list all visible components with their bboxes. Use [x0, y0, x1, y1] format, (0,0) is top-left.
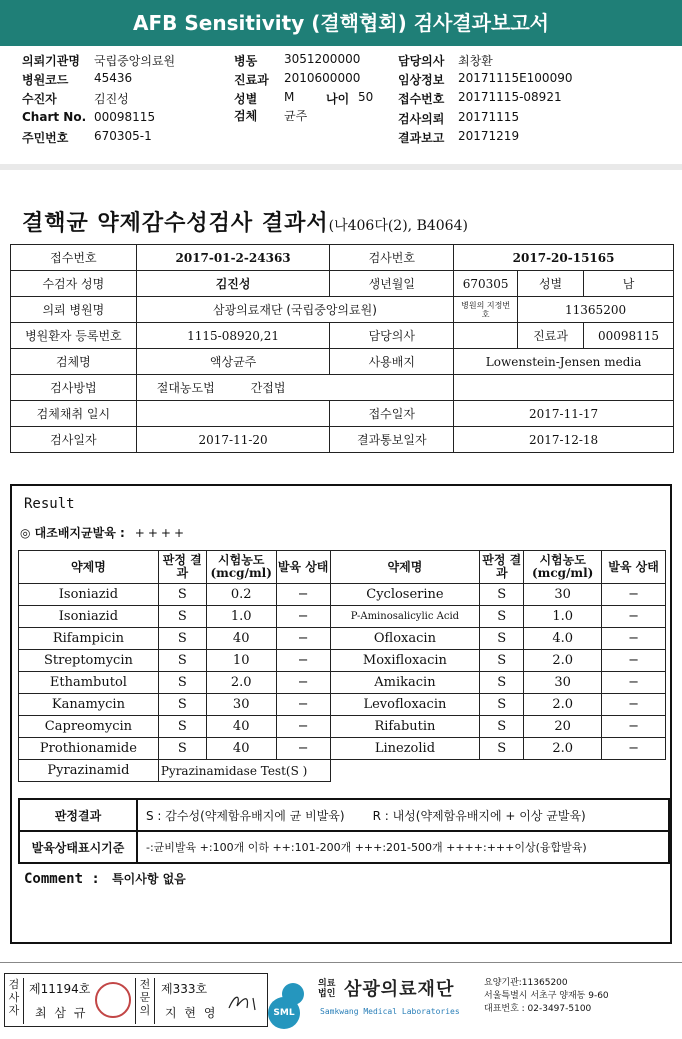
left-drug-name: Streptomycin — [19, 650, 159, 672]
test-method — [136, 375, 453, 401]
right-concentration: 30 — [524, 672, 602, 694]
hospital-code: 11365200 — [518, 297, 674, 323]
signature — [225, 990, 263, 1016]
org-english-name: Samkwang Medical Laboratories — [320, 1007, 460, 1016]
header-value: 00098115 — [94, 110, 156, 124]
header-label: 접수번호 — [398, 92, 445, 106]
info-label: 의뢰 병원명 — [11, 297, 137, 323]
tester-label: 검사자 — [5, 978, 24, 1024]
left-concentration: 40 — [206, 716, 276, 738]
right-drug-name: Ofloxacin — [330, 628, 480, 650]
header-value: 김진성 — [94, 92, 129, 106]
info-label: 검사방법 — [11, 375, 137, 401]
header-row — [22, 52, 672, 70]
right-result: S — [480, 606, 524, 628]
header-value: 20171115-08921 — [458, 90, 562, 104]
judge-resistant: R : 내성(약제함유배지에 + 이상 균발육) — [372, 808, 586, 823]
left-concentration: 10 — [206, 650, 276, 672]
right-growth: − — [602, 628, 666, 650]
department-code: 00098115 — [584, 323, 674, 349]
header-label: 의뢰기관명 — [22, 54, 80, 68]
specimen-name: 액상균주 — [136, 349, 330, 375]
header-label: 담당의사 — [398, 54, 445, 68]
left-result: S — [158, 738, 206, 760]
column-header: 발육 상태 — [276, 551, 330, 584]
left-concentration: 1.0 — [206, 606, 276, 628]
header-row — [22, 129, 672, 147]
header-label: 주민번호 — [22, 131, 69, 145]
pza-test: Pyrazinamidase Test(S ) — [158, 760, 330, 782]
right-growth: − — [602, 738, 666, 760]
result-title: Result — [24, 496, 75, 512]
left-concentration: 40 — [206, 628, 276, 650]
drug-row — [19, 738, 666, 760]
comment-label: Comment : — [24, 871, 100, 887]
right-concentration: 20 — [524, 716, 602, 738]
right-result: S — [480, 628, 524, 650]
age-value: 50 — [358, 90, 374, 104]
expert-license: 제333호 — [161, 982, 208, 996]
left-growth: − — [276, 738, 330, 760]
left-drug-name: Ethambutol — [19, 672, 159, 694]
right-concentration: 2.0 — [524, 694, 602, 716]
growth-criteria: -:균비발육 +:100개 이하 ++:101-200개 +++:201-500개 ++++:+++이상(융합발육) — [137, 831, 669, 863]
right-growth: − — [602, 606, 666, 628]
right-drug-name: Moxifloxacin — [330, 650, 480, 672]
culture-medium: Lowenstein-Jensen media — [454, 349, 674, 375]
org-address — [484, 977, 609, 1016]
report-title — [22, 206, 468, 237]
org-street: 서울특별시 서초구 양재동 9-60 — [484, 991, 609, 1001]
control-culture-value: ++++ — [134, 526, 187, 540]
left-result: S — [158, 606, 206, 628]
header-label: 결과보고 — [398, 131, 445, 145]
header-label: 병원코드 — [22, 73, 69, 87]
info-label: 진료과 — [518, 323, 584, 349]
header-value: M — [284, 90, 295, 104]
left-drug-name: Prothionamide — [19, 738, 159, 760]
divider — [0, 164, 682, 170]
org-name: 삼광의료재단 — [344, 979, 455, 1000]
left-concentration: 0.2 — [206, 584, 276, 606]
info-label: 검사일자 — [11, 427, 137, 453]
right-concentration: 2.0 — [524, 738, 602, 760]
left-result: S — [158, 694, 206, 716]
header-value: 균주 — [284, 109, 308, 123]
test-date: 2017-11-20 — [136, 427, 330, 453]
report-banner: AFB Sensitivity (결핵협회) 검사결과보고서 — [0, 0, 682, 46]
judge-susceptible: S : 감수성(약제함유배지에 균 비발육) — [146, 808, 345, 823]
left-growth: − — [276, 694, 330, 716]
info-label: 접수번호 — [11, 245, 137, 271]
control-culture-label: ◎ 대조배지균발육 : — [20, 526, 125, 540]
right-concentration: 30 — [524, 584, 602, 606]
left-concentration: 30 — [206, 694, 276, 716]
org-code: 요양기관:11365200 — [484, 978, 568, 988]
doctor-name — [454, 323, 518, 349]
expert-label: 전문의 — [135, 978, 155, 1024]
header-row — [22, 90, 672, 108]
report-date: 2017-12-18 — [454, 427, 674, 453]
left-result: S — [158, 672, 206, 694]
drug-row — [19, 694, 666, 716]
column-header: 판정 결과 — [480, 551, 524, 584]
header-label: 검사의뢰 — [398, 112, 445, 126]
right-drug-name: Amikacin — [330, 672, 480, 694]
info-label: 결과통보일자 — [330, 427, 454, 453]
right-concentration: 4.0 — [524, 628, 602, 650]
left-drug-name: Isoniazid — [19, 606, 159, 628]
header-value: 최창환 — [458, 54, 493, 68]
column-header: 약제명 — [19, 551, 159, 584]
info-label: 검체명 — [11, 349, 137, 375]
left-concentration: 2.0 — [206, 672, 276, 694]
received-date: 2017-11-17 — [454, 401, 674, 427]
result-section — [10, 484, 672, 944]
right-result: S — [480, 672, 524, 694]
info-label: 생년월일 — [330, 271, 454, 297]
header-value: 45436 — [94, 71, 133, 85]
left-growth: − — [276, 672, 330, 694]
header-row — [22, 110, 672, 128]
patient-sex: 남 — [584, 271, 674, 297]
receipt-number: 2017-01-2-24363 — [136, 245, 330, 271]
right-concentration: 1.0 — [524, 606, 602, 628]
report-title-suffix: (나406다(2), B4064) — [328, 218, 468, 234]
header-label: 임상정보 — [398, 73, 445, 87]
registration-number: 1115-08920,21 — [136, 323, 330, 349]
right-growth: − — [602, 672, 666, 694]
info-label: 병원의 지정번호 — [454, 297, 518, 323]
header-label: Chart No. — [22, 110, 87, 124]
header-value: 3051200000 — [284, 52, 361, 66]
method-absolute: 절대농도법 — [156, 381, 215, 395]
right-drug-name: Levofloxacin — [330, 694, 480, 716]
header-value: 670305-1 — [94, 129, 152, 143]
left-growth: − — [276, 606, 330, 628]
tester-license: 제11194호 — [29, 982, 91, 996]
empty-cell — [330, 760, 665, 782]
patient-name: 김진성 — [136, 271, 330, 297]
header-value: 국립중앙의료원 — [94, 54, 176, 68]
header-value: 20171115E100090 — [458, 71, 573, 85]
comment — [24, 870, 186, 887]
left-growth: − — [276, 716, 330, 738]
info-label: 검체채취 일시 — [11, 401, 137, 427]
right-drug-name: Rifabutin — [330, 716, 480, 738]
tester-name: 최 삼 규 — [35, 1006, 88, 1020]
right-drug-name: Linezolid — [330, 738, 480, 760]
tester-signature-box — [4, 973, 268, 1027]
info-label: 담당의사 — [330, 323, 454, 349]
column-header: 발육 상태 — [602, 551, 666, 584]
org-type: 의료 법인 — [318, 979, 336, 999]
logo-icon: SML — [268, 997, 300, 1029]
right-concentration: 2.0 — [524, 650, 602, 672]
header-value: 20171219 — [458, 129, 520, 143]
left-concentration: 40 — [206, 738, 276, 760]
info-label: 사용배지 — [330, 349, 454, 375]
header-label: 검체 — [234, 109, 258, 123]
drug-row — [19, 650, 666, 672]
report-title-text: 결핵균 약제감수성검사 결과서 — [22, 210, 329, 236]
left-result: S — [158, 584, 206, 606]
left-result: S — [158, 716, 206, 738]
info-label: 병원환자 등록번호 — [11, 323, 137, 349]
empty-cell — [454, 375, 674, 401]
column-header: 시험농도 (mcg/ml) — [206, 551, 276, 584]
org-phone: 대표번호 : 02-3497-5100 — [484, 1004, 592, 1014]
right-result: S — [480, 694, 524, 716]
drug-row — [19, 606, 666, 628]
patient-info-table — [10, 244, 674, 453]
header-row — [22, 71, 672, 89]
test-number: 2017-20-15165 — [454, 245, 674, 271]
header-value: 20171115 — [458, 110, 520, 124]
header-label: 수진자 — [22, 92, 57, 106]
left-growth: − — [276, 584, 330, 606]
header-label: 진료과 — [234, 73, 269, 87]
right-result: S — [480, 650, 524, 672]
left-result: S — [158, 628, 206, 650]
left-result: S — [158, 650, 206, 672]
right-growth: − — [602, 694, 666, 716]
info-label: 검사번호 — [330, 245, 454, 271]
header-label: 성별 — [234, 92, 258, 106]
left-drug-name: Capreomycin — [19, 716, 159, 738]
info-label: 수검자 성명 — [11, 271, 137, 297]
seal-stamp — [95, 982, 131, 1018]
age-label: 나이 — [326, 92, 350, 106]
right-growth: − — [602, 650, 666, 672]
expert-name: 지 현 영 — [165, 1006, 218, 1020]
left-growth: − — [276, 650, 330, 672]
pza-drug-name: Pyrazinamid — [19, 760, 159, 782]
drug-table — [18, 550, 666, 782]
growth-label: 발육상태표시기준 — [19, 831, 137, 863]
right-growth: − — [602, 716, 666, 738]
left-growth: − — [276, 628, 330, 650]
birth-date: 670305 — [454, 271, 518, 297]
column-header: 약제명 — [330, 551, 480, 584]
comment-text: 특이사항 없음 — [112, 872, 186, 886]
drug-row — [19, 628, 666, 650]
judge-criteria — [137, 799, 669, 831]
drug-row — [19, 672, 666, 694]
control-culture — [20, 524, 187, 541]
info-label: 접수일자 — [330, 401, 454, 427]
drug-row — [19, 584, 666, 606]
collection-date — [136, 401, 330, 427]
right-drug-name: P-Aminosalicylic Acid — [330, 606, 480, 628]
right-growth: − — [602, 584, 666, 606]
header-value: 2010600000 — [284, 71, 361, 85]
left-drug-name: Kanamycin — [19, 694, 159, 716]
footer — [0, 962, 682, 1039]
column-header: 시험농도 (mcg/ml) — [524, 551, 602, 584]
header-label: 병동 — [234, 54, 258, 68]
right-result: S — [480, 716, 524, 738]
drug-row — [19, 716, 666, 738]
right-result: S — [480, 584, 524, 606]
hospital-name: 삼광의료재단 (국립중앙의료원) — [136, 297, 453, 323]
drug-row — [19, 760, 666, 782]
right-drug-name: Cycloserine — [330, 584, 480, 606]
left-drug-name: Isoniazid — [19, 584, 159, 606]
info-label: 성별 — [518, 271, 584, 297]
method-indirect: 간접법 — [250, 381, 286, 395]
left-drug-name: Rifampicin — [19, 628, 159, 650]
right-result: S — [480, 738, 524, 760]
column-header: 판정 결과 — [158, 551, 206, 584]
judge-label: 판정결과 — [19, 799, 137, 831]
legend-table — [18, 798, 670, 864]
